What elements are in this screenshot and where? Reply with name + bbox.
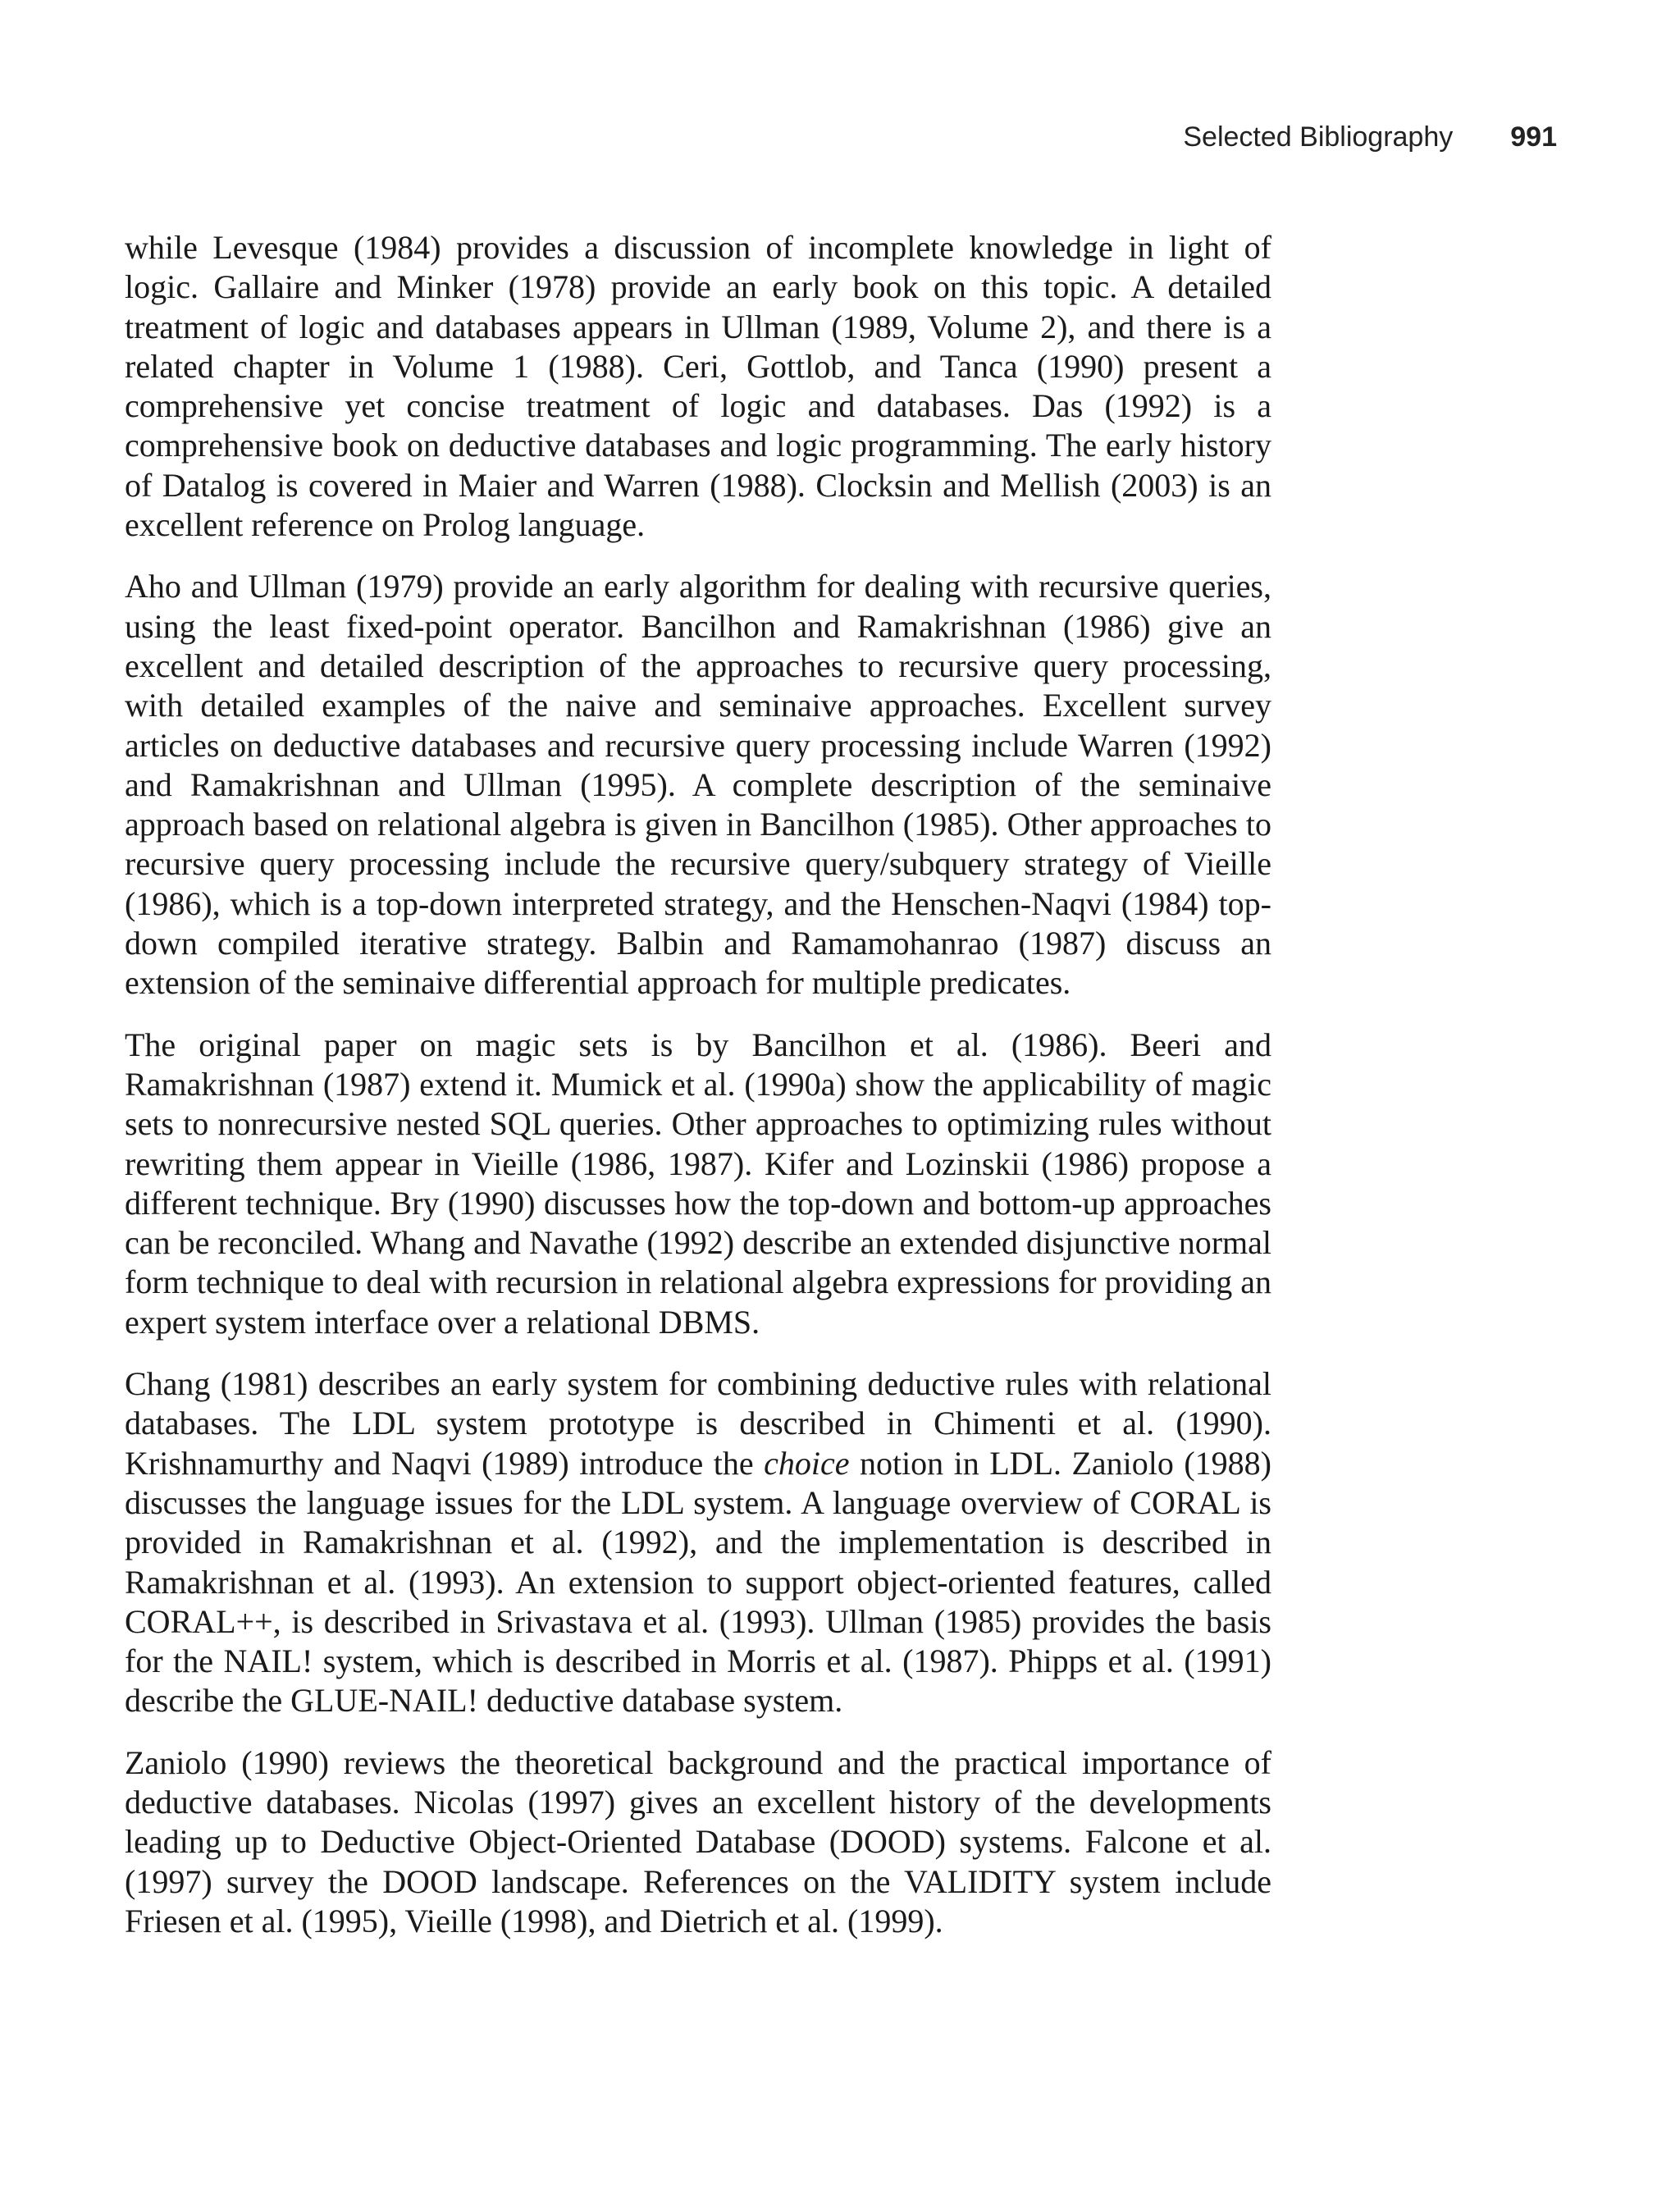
- paragraph-logic-databases: while Levesque (1984) provides a discussion of incomplete knowledge in light of logic. Gallaire and Minker (1978) provide an early book on this topic. A detailed treatment of logic and databases appears in Ullman (1989, Volume 2), and there is a related chapter in Volume 1 (1988). Ceri, Gottlob, and Tanca (1990) present a comprehensive yet concise treatment of logic and databases. Das (1992) is a comprehensive book on deductive databases and logic programming. The early history of Datalog is covered in Maier and Warren (1988). Clocksin and Mellish (2003) is an excellent reference on Prolog language.: [125, 229, 1271, 544]
- body-text: [125, 228, 1271, 1941]
- emphasis-choice: choice: [764, 1444, 850, 1482]
- running-head-title: Selected Bibliography: [1183, 121, 1454, 153]
- paragraph-magic-sets: The original paper on magic sets is by Bancilhon et al. (1986). Beeri and Ramakrishnan (1987) extend it. Mumick et al. (1990a) show the applicability of magic sets to nonrecursive nested SQL queries. Other approaches to optimizing rules without rewriting them appear in Vieille (1986, 1987). Kifer and Lozinskii (1986) propose a different technique. Bry (1990) discusses how the top-down and bottom-up approaches can be reconciled. Whang and Navathe (1992) describe an extended disjunctive normal form technique to deal with recursion in relational algebra expressions for providing an expert system interface over a relational DBMS.: [125, 1026, 1271, 1341]
- page-number: 991: [1510, 121, 1557, 153]
- paragraph-text-after: notion in LDL. Zaniolo (1988) discusses the language issues for the LDL system. A language overview of CORAL is provided in Ramakrishnan et al. (1992), and the implementation is described in Ramakrishnan et al. (1993). An extension to support object-oriented features, called CORAL++, is described in Srivastava et al. (1993). Ullman (1985) provides the basis for the NAIL! system, which is described in Morris et al. (1987). Phipps et al. (1991) describe the GLUE-NAIL! deductive database system.: [125, 1444, 1271, 1720]
- paragraph-text-before: Chang (1981) describes an early system for combining deductive rules with relational databases. The LDL system prototype is described in Chimenti et al. (1990). Krishnamurthy and Naqvi (1989) introduce the: [125, 1365, 1271, 1482]
- running-head: [1183, 121, 1557, 154]
- paragraph-ldl-coral: [125, 1364, 1271, 1721]
- paragraph-recursive-queries: Aho and Ullman (1979) provide an early algorithm for dealing with recursive queries, using the least fixed-point operator. Bancilhon and Ramakrishnan (1986) give an excellent and detailed description of the approaches to recursive query processing, with detailed examples of the naive and seminaive approaches. Excellent survey articles on deductive databases and recursive query processing include Warren (1992) and Ramakrishnan and Ullman (1995). A complete description of the seminaive approach based on relational algebra is given in Bancilhon (1985). Other approaches to recursive query processing include the recursive query/subquery strategy of Vieille (1986), which is a top-down interpreted strategy, and the Henschen-Naqvi (1984) top-down compiled iterative strategy. Balbin and Ramamohanrao (1987) discuss an extension of the seminaive differential approach for multiple predicates.: [125, 568, 1271, 1002]
- paragraph-dood: Zaniolo (1990) reviews the theoretical background and the practical importance of deductive databases. Nicolas (1997) gives an excellent history of the developments leading up to Deductive Object-Oriented Database (DOOD) systems. Falcone et al. (1997) survey the DOOD landscape. References on the VALIDITY system include Friesen et al. (1995), Vieille (1998), and Dietrich et al. (1999).: [125, 1743, 1271, 1939]
